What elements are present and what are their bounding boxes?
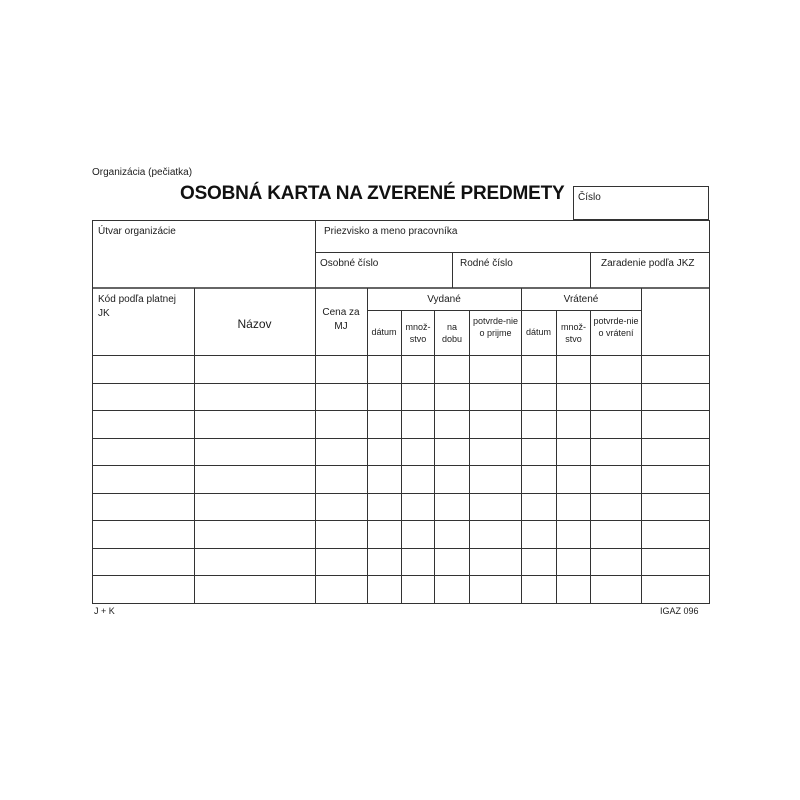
employee-name-label: Priezvisko a meno pracovníka: [324, 226, 458, 237]
footer-right-code: IGAZ 096: [660, 606, 699, 616]
code-header: Kód podľa platnej JK: [98, 294, 176, 319]
issued-confirmation-header: potvrde-nie o prijme: [472, 316, 519, 338]
returned-quantity-header: množ-stvo: [560, 322, 586, 344]
issued-quantity-header: množ-stvo: [405, 322, 431, 344]
personal-number-label: Osobné číslo: [320, 258, 379, 269]
form-title: OSOBNÁ KARTA NA ZVERENÉ PREDMETY: [180, 183, 565, 204]
returned-confirmation-header: potvrde-nie o vrátení: [593, 316, 639, 338]
footer-left-code: J + K: [94, 606, 115, 616]
name-header: Názov: [237, 317, 272, 331]
jkz-label: Zaradenie podľa JKZ: [601, 258, 695, 269]
number-label: Číslo: [578, 192, 601, 203]
returned-header: Vrátené: [563, 294, 599, 305]
returned-date-header: dátum: [525, 327, 551, 337]
issued-period-header: na dobu: [441, 322, 463, 344]
birth-number-label: Rodné číslo: [460, 258, 513, 269]
organization-stamp-label: Organizácia (pečiatka): [92, 167, 193, 178]
issued-date-header: dátum: [371, 327, 397, 337]
issued-header: Vydané: [427, 294, 461, 305]
price-header: Cena za MJ: [322, 307, 360, 332]
unit-label: Útvar organizácie: [98, 226, 176, 237]
